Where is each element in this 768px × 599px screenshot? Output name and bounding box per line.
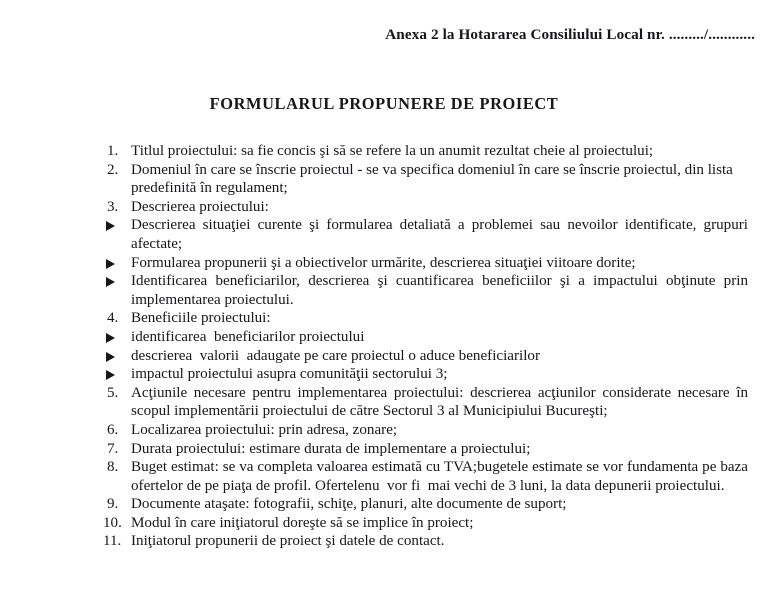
arrow-bullet-glyph <box>106 277 115 287</box>
list-item-text: Buget estimat: se va completa valoarea estimată cu TVA;bugetele estimate se vor fundamenta pe baza ofertelor de pe piaţa de profil. Ofertelenu vor fi mai vechi de 3 luni, la data depunerii proiectului. <box>131 459 752 494</box>
list-item <box>103 198 748 217</box>
arrow-bullet-glyph <box>106 352 115 362</box>
arrow-bullet-icon <box>106 366 130 385</box>
list-item-number: 10. <box>103 514 122 531</box>
arrow-bullet-icon <box>106 217 130 236</box>
list-item-text: Formularea propunerii şi a obiectivelor urmărite, descrierea situaţiei viitoare dorite; <box>131 254 636 271</box>
list-item-text: Identificarea beneficiarilor, descrierea şi cuantificarea beneficiilor şi a impactului obţinute prin implementarea proiectului. <box>131 273 752 308</box>
list-item-text: Iniţiatorul propunerii de proiect şi datele de contact. <box>131 533 445 550</box>
list-item <box>103 514 748 533</box>
list-item-number: 6. <box>107 421 119 438</box>
list-item-number: 9. <box>107 496 119 513</box>
list-item-text: Descrierea situaţiei curente şi formularea detaliată a problemei sau nevoilor identificate, grupuri afectate; <box>131 217 752 252</box>
list-item-number: 5. <box>107 384 119 401</box>
list-item <box>103 328 748 347</box>
arrow-bullet-glyph <box>106 259 115 269</box>
list-item <box>103 272 752 309</box>
list-item-text: Modul în care iniţiatorul doreşte să se implice în proiect; <box>131 514 474 531</box>
list-item <box>103 532 748 551</box>
form-sections-list <box>103 142 752 551</box>
arrow-bullet-icon <box>106 348 130 367</box>
list-item-text: Beneficiile proiectului: <box>131 310 271 327</box>
page-title: FORMULARUL PROPUNERE DE PROIECT <box>209 93 559 113</box>
list-item-text: Durata proiectului: estimare durata de implementare a proiectului; <box>131 440 531 457</box>
list-item-number: 8. <box>107 459 119 476</box>
list-item <box>103 216 752 253</box>
arrow-bullet-icon <box>106 273 130 292</box>
list-item-number: 4. <box>107 310 119 327</box>
list-item <box>103 142 748 161</box>
arrow-bullet-glyph <box>106 370 115 380</box>
list-item-text: impactul proiectului asupra comunităţii sectorului 3; <box>131 366 448 383</box>
list-item <box>103 254 748 273</box>
list-item <box>103 384 752 421</box>
list-item-number: 11. <box>103 533 122 550</box>
list-item <box>103 365 748 384</box>
list-item-number: 2. <box>107 161 119 178</box>
list-item <box>103 495 748 514</box>
list-item-text: Titlul proiectului: sa fie concis şi să se refere la un anumit rezultat cheie al proiectului; <box>131 143 654 159</box>
list-item <box>103 309 748 328</box>
list-item-text: descrierea valorii adaugate pe care proiectul o aduce beneficiarilor <box>131 347 540 364</box>
list-item-number: 3. <box>107 198 119 215</box>
list-item <box>103 421 748 440</box>
arrow-bullet-glyph <box>106 333 115 343</box>
list-item-number: 7. <box>107 440 119 457</box>
list-item-text: Acţiunile necesare pentru implementarea proiectului: descrierea acţiunilor considerate necesare în scopul implementării proiectului de către Sectorul 3 al Municipiului Bucureşti; <box>131 384 752 420</box>
arrow-bullet-icon <box>106 329 130 348</box>
arrow-bullet-icon <box>106 255 130 274</box>
list-item <box>103 440 748 459</box>
list-item-text: Localizarea proiectului: prin adresa, zonare; <box>131 421 398 438</box>
list-item-number: 1. <box>107 143 119 159</box>
list-item-text: Documente ataşate: fotografii, schiţe, planuri, alte documente de suport; <box>131 496 567 513</box>
arrow-bullet-glyph <box>106 221 115 231</box>
document-header-annex-reference: Anexa 2 la Hotararea Consiliului Local nr. ........./............ <box>385 26 755 43</box>
list-item-text: identificarea beneficiarilor proiectului <box>131 328 365 345</box>
list-item <box>103 347 748 366</box>
list-item <box>103 161 748 198</box>
list-item-text: Domeniul în care se înscrie proiectul - se va specifica domeniul în care se înscrie proiectul, din lista predefinită în regulament; <box>131 161 737 197</box>
list-item-text: Descrierea proiectului: <box>131 198 269 215</box>
list-item <box>103 458 752 495</box>
